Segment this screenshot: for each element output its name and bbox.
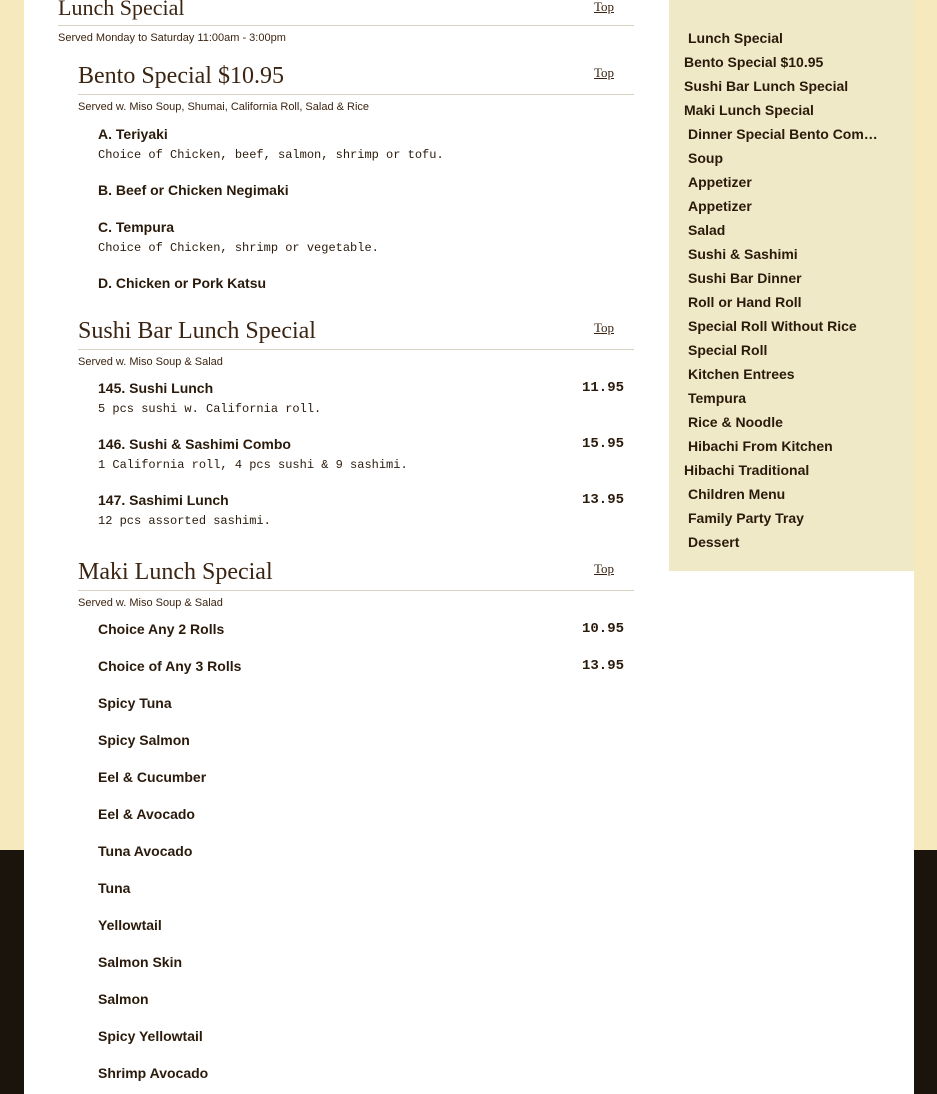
item-name: Spicy Tuna	[98, 695, 172, 711]
sidebar-item-special-roll[interactable]: Special Roll	[688, 342, 768, 358]
menu-item	[98, 182, 624, 199]
menu-item	[98, 492, 624, 529]
menu-item	[98, 695, 624, 712]
sidebar-item-hibachi-traditional[interactable]: Hibachi Traditional	[684, 462, 810, 478]
sidebar-item-sushi-sashimi[interactable]: Sushi & Sashimi	[688, 246, 798, 262]
sidebar-item-rice-noodle[interactable]: Rice & Noodle	[688, 414, 783, 430]
item-list	[78, 126, 634, 292]
sidebar-item-dinner-special-bento[interactable]: Dinner Special Bento Com…	[688, 126, 878, 142]
sidebar-item-family-party-tray[interactable]: Family Party Tray	[688, 510, 804, 526]
item-name: 147. Sashimi Lunch	[98, 492, 229, 508]
item-name: Tuna Avocado	[98, 843, 193, 859]
item-name: B. Beef or Chicken Negimaki	[98, 182, 289, 198]
item-name: Choice Any 2 Rolls	[98, 621, 225, 637]
sidebar-item-kitchen-entrees[interactable]: Kitchen Entrees	[688, 366, 795, 382]
item-description: 12 pcs assorted sashimi.	[98, 514, 271, 528]
section-title: Lunch Special	[58, 0, 185, 20]
item-name: Salmon Skin	[98, 954, 183, 970]
item-list	[78, 380, 634, 529]
section-title: Maki Lunch Special	[78, 559, 273, 585]
menu-item	[98, 991, 624, 1008]
menu-item	[98, 436, 624, 473]
section-header	[78, 61, 634, 95]
item-price: 11.95	[581, 380, 624, 396]
section-description: Served Monday to Saturday 11:00am - 3:00pm	[58, 32, 286, 44]
item-description: Choice of Chicken, beef, salmon, shrimp or tofu.	[98, 148, 444, 162]
menu-column	[58, 0, 634, 1082]
section-title: Sushi Bar Lunch Special	[78, 318, 316, 344]
menu-item	[98, 658, 624, 675]
item-name: D. Chicken or Pork Katsu	[98, 275, 267, 291]
section-title: Bento Special $10.95	[78, 63, 284, 89]
menu-item	[98, 843, 624, 860]
sidebar-item-soup[interactable]: Soup	[688, 150, 723, 166]
item-name: Yellowtail	[98, 917, 162, 933]
item-price: 13.95	[581, 658, 624, 674]
item-name: 145. Sushi Lunch	[98, 380, 214, 396]
menu-item	[98, 1065, 624, 1082]
section-description: Served w. Miso Soup, Shumai, California Roll, Salad & Rice	[78, 101, 370, 113]
menu-item	[98, 1028, 624, 1045]
item-name: 146. Sushi & Sashimi Combo	[98, 436, 291, 452]
menu-item	[98, 380, 624, 417]
sidebar-item-dessert[interactable]: Dessert	[688, 534, 740, 550]
item-name: Spicy Salmon	[98, 732, 190, 748]
menu-item	[98, 880, 624, 897]
sidebar-item-tempura[interactable]: Tempura	[688, 390, 747, 406]
section-bento-special	[78, 61, 634, 292]
section-header	[78, 557, 634, 591]
menu-item	[98, 275, 624, 292]
menu-item	[98, 126, 624, 163]
page-content	[24, 0, 914, 1094]
sidebar-item-bento-special[interactable]: Bento Special $10.95	[684, 54, 824, 70]
sidebar-item-lunch-special[interactable]: Lunch Special	[688, 30, 783, 46]
section-header	[58, 0, 634, 26]
item-description: 1 California roll, 4 pcs sushi & 9 sashimi.	[98, 458, 408, 472]
sidebar-item-sushi-bar-lunch-special[interactable]: Sushi Bar Lunch Special	[684, 78, 849, 94]
sidebar-item-appetizer[interactable]: Appetizer	[688, 174, 752, 190]
menu-item	[98, 769, 624, 786]
top-link[interactable]: Top	[593, 320, 614, 335]
sidebar-item-hibachi-from-kitchen[interactable]: Hibachi From Kitchen	[688, 438, 833, 454]
section-lunch-special	[58, 0, 634, 44]
sidebar-item-children-menu[interactable]: Children Menu	[688, 486, 786, 502]
item-description: 5 pcs sushi w. California roll.	[98, 402, 322, 416]
section-header	[78, 316, 634, 350]
item-price: 15.95	[581, 436, 624, 452]
sidebar-item-sushi-bar-dinner[interactable]: Sushi Bar Dinner	[688, 270, 802, 286]
sidebar-item-roll-or-hand-roll[interactable]: Roll or Hand Roll	[688, 294, 802, 310]
section-description: Served w. Miso Soup & Salad	[78, 356, 223, 368]
menu-item	[98, 732, 624, 749]
sidebar-item-appetizer-2[interactable]: Appetizer	[688, 198, 752, 214]
item-name: Spicy Yellowtail	[98, 1028, 203, 1044]
item-list	[78, 621, 634, 1082]
menu-item	[98, 621, 624, 638]
top-link[interactable]: Top	[593, 0, 614, 14]
section-description: Served w. Miso Soup & Salad	[78, 597, 223, 609]
top-link[interactable]: Top	[593, 65, 614, 80]
item-price: 10.95	[581, 621, 624, 637]
item-description: Choice of Chicken, shrimp or vegetable.	[98, 241, 379, 255]
menu-item	[98, 954, 624, 971]
menu-item	[98, 806, 624, 823]
item-name: Choice of Any 3 Rolls	[98, 658, 242, 674]
category-sidebar	[669, 0, 914, 571]
item-name: Tuna	[98, 880, 131, 896]
item-name: C. Tempura	[98, 219, 174, 235]
sidebar-item-salad[interactable]: Salad	[688, 222, 726, 238]
sidebar-item-special-roll-without-rice[interactable]: Special Roll Without Rice	[688, 318, 857, 334]
item-name: Eel & Cucumber	[98, 769, 207, 785]
menu-item	[98, 917, 624, 934]
item-name: Shrimp Avocado	[98, 1065, 209, 1081]
top-link[interactable]: Top	[593, 561, 614, 576]
menu-item	[98, 219, 624, 256]
item-name: A. Teriyaki	[98, 126, 168, 142]
item-price: 13.95	[581, 492, 624, 508]
section-maki-lunch	[78, 557, 634, 1082]
section-sushi-bar-lunch	[78, 316, 634, 529]
sidebar-item-maki-lunch-special[interactable]: Maki Lunch Special	[684, 102, 814, 118]
item-name: Eel & Avocado	[98, 806, 195, 822]
item-name: Salmon	[98, 991, 149, 1007]
